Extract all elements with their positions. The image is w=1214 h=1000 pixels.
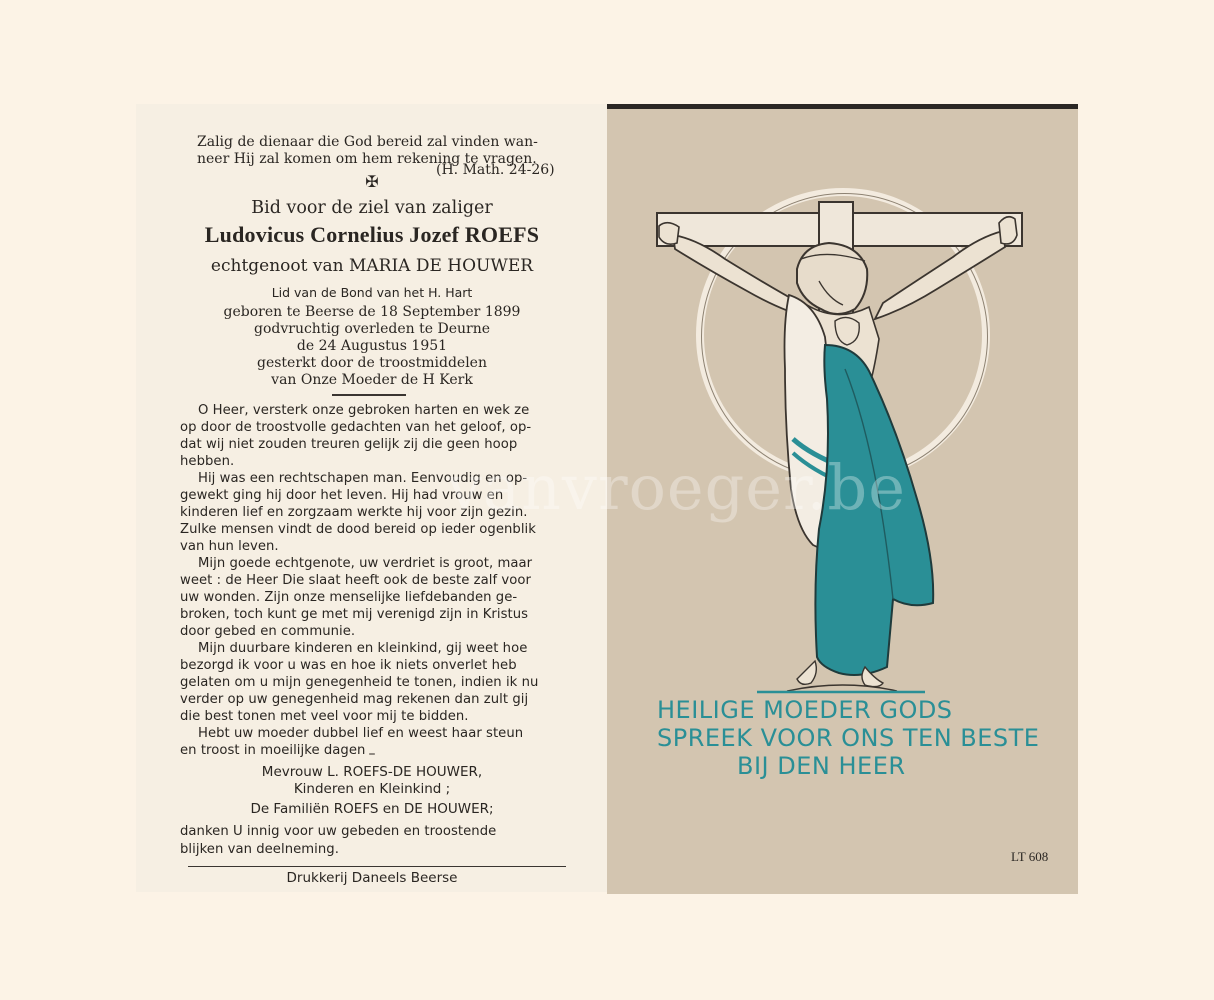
cross-ornament-icon: ✠ <box>365 172 379 191</box>
body-line: broken, toch kunt ge met mij verenigd zijn in Kristus <box>180 607 529 622</box>
body-line: bezorgd ik voor u was en hoe ik niets onverlet heb <box>180 658 517 673</box>
family-line-1: Mevrouw L. ROEFS-DE HOUWER, <box>261 764 483 780</box>
footer-divider <box>188 866 566 867</box>
body-line: kinderen lief en zorgzaam werkte hij voor zijn gezin. <box>180 505 528 520</box>
short-divider <box>332 394 406 396</box>
scripture-reference: (H. Math. 24-26) <box>436 162 555 178</box>
body-line: Hebt uw moeder dubbel lief en weest haar steun <box>198 726 524 741</box>
printer-credit: Drukkerij Daneels Beerse <box>286 870 458 886</box>
body-line: uw wonden. Zijn onze menselijke liefdebanden ge- <box>180 590 518 605</box>
body-line: Hij was een rechtschapen man. Eenvoudig en op- <box>198 471 528 486</box>
family-line-3: De Familiën ROEFS en DE HOUWER; <box>250 801 494 817</box>
intro-line: Bid voor de ziel van zaliger <box>251 198 493 218</box>
body-line: door gebed en communie. <box>180 624 356 639</box>
body-line: hebben. <box>180 454 235 469</box>
watermark-text: vanvroeger.be <box>447 451 906 524</box>
birth-line: geboren te Beerse de 18 September 1899 <box>223 304 521 320</box>
card-code: LT 608 <box>1011 849 1049 864</box>
prayer-line-2: SPREEK VOOR ONS TEN BESTE <box>657 724 1040 752</box>
prayer-line-1: HEILIGE MOEDER GODS <box>657 696 953 724</box>
scripture-quote-line-1: Zalig de dienaar die God bereid zal vinden wan- <box>197 134 538 150</box>
body-line: Mijn duurbare kinderen en kleinkind, gij weet hoe <box>198 641 528 656</box>
body-line: Zulke mensen vindt de dood bereid op ieder ogenblik <box>180 522 536 537</box>
prayer-line-3: BIJ DEN HEER <box>737 752 906 780</box>
body-line: op door de troostvolle gedachten van het geloof, op- <box>180 420 532 435</box>
membership-line: Lid van de Bond van het H. Hart <box>271 285 473 300</box>
body-line: dat wij niet zouden treuren gelijk zij die geen hoop <box>180 437 518 452</box>
body-line: verder op uw genegenheid mag rekenen dan zult gij <box>180 692 529 707</box>
body-line: Mijn goede echtgenote, uw verdriet is groot, maar <box>198 556 533 571</box>
body-line: gewekt ging hij door het leven. Hij had vrouw en <box>180 488 504 503</box>
body-line: O Heer, versterk onze gebroken harten en wek ze <box>198 403 530 418</box>
separator-dash: – <box>368 746 376 762</box>
body-line: van hun leven. <box>180 539 279 554</box>
body-line: gelaten om u mijn genegenheid te tonen, indien ik nu <box>180 675 539 690</box>
death-date-line: de 24 Augustus 1951 <box>296 338 448 354</box>
body-line: die best tonen met veel voor mij te bidden. <box>180 709 469 724</box>
scripture-quote-line-2: neer Hij zal komen om hem rekening te vragen. <box>197 151 537 167</box>
thanks-line-2: blijken van deelneming. <box>180 842 339 857</box>
body-line: weet : de Heer Die slaat heeft ook de beste zalf voor <box>180 573 531 588</box>
deceased-name: Ludovicus Cornelius Jozef ROEFS <box>204 222 540 247</box>
sacraments-line-1: gesterkt door de troostmiddelen <box>257 355 487 371</box>
thanks-line-1: danken U innig voor uw gebeden en troostende <box>180 824 497 839</box>
spouse-line: echtgenoot van MARIA DE HOUWER <box>210 256 534 276</box>
body-line: en troost in moeilijke dagen <box>180 743 366 758</box>
death-line: godvruchtig overleden te Deurne <box>253 321 491 337</box>
family-line-2: Kinderen en Kleinkind ; <box>293 781 451 797</box>
sacraments-line-2: van Onze Moeder de H Kerk <box>271 372 473 388</box>
